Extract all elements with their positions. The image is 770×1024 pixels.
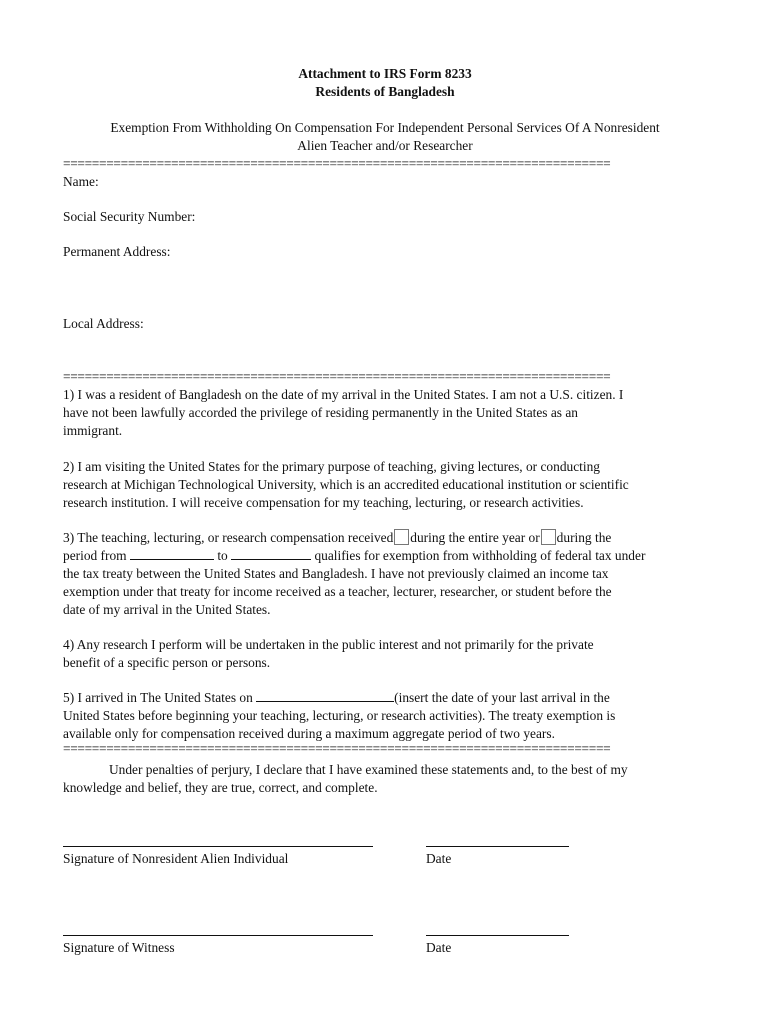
arrival-date-field[interactable] [256, 689, 394, 702]
divider-rule: ============================================================================ [63, 742, 611, 756]
period-from-field[interactable] [130, 547, 214, 560]
statement-line: 2) I am visiting the United States for the primary purpose of teaching, giving lectures, or conducting [63, 459, 600, 474]
statement-text: during the entire year or [410, 530, 540, 545]
statement-line: benefit of a specific person or persons. [63, 655, 271, 670]
date-line-1[interactable] [426, 846, 569, 847]
date-line-2[interactable] [426, 935, 569, 936]
statement-line: 1) I was a resident of Bangladesh on the date of my arrival in the United States. I am not a U.S. citizen. I [63, 387, 624, 402]
declaration-line: Under penalties of perjury, I declare that I have examined these statements and, to the best of my [109, 762, 628, 777]
statement-1 [63, 386, 713, 440]
period-to-field[interactable] [231, 547, 311, 560]
divider-rule: ============================================================================ [63, 370, 611, 384]
statement-line: available only for compensation received during a maximum aggregate period of two years. [63, 726, 555, 741]
statement-line: have not been lawfully accorded the privilege of residing permanently in the United States as an [63, 405, 578, 420]
divider-rule: ============================================================================ [63, 157, 611, 171]
date-label-2: Date [426, 940, 452, 955]
statement-text: period from [63, 548, 127, 563]
statement-3 [63, 529, 713, 619]
local-address-label: Local Address: [63, 316, 144, 331]
statement-text: 5) I arrived in The United States on [63, 690, 253, 705]
form-country-heading: Residents of Bangladesh [315, 84, 455, 99]
statement-line: date of my arrival in the United States. [63, 602, 271, 617]
statement-text: to [217, 548, 228, 563]
statement-text: qualifies for exemption from withholding of federal tax under [314, 548, 646, 563]
name-label: Name: [63, 174, 99, 189]
statement-line [63, 689, 713, 707]
statement-line: exemption under that treaty for income received as a teacher, lecturer, researcher, or student before the [63, 584, 612, 599]
declaration-line: knowledge and belief, they are true, correct, and complete. [63, 780, 378, 795]
statement-text: 3) The teaching, lecturing, or research compensation received [63, 530, 394, 545]
form-subtitle-line2: Alien Teacher and/or Researcher [297, 138, 473, 153]
form-title: Attachment to IRS Form 8233 [298, 66, 472, 81]
form-subtitle-line1: Exemption From Withholding On Compensation For Independent Personal Services Of A Nonresident [110, 120, 660, 135]
statement-line: United States before beginning your teaching, lecturing, or research activities). The treaty exemption is [63, 708, 616, 723]
permanent-address-label: Permanent Address: [63, 244, 171, 259]
alien-signature-label: Signature of Nonresident Alien Individual [63, 851, 289, 866]
period-checkbox[interactable] [541, 529, 556, 545]
statement-line [63, 547, 713, 565]
perjury-declaration [63, 761, 713, 797]
statement-line: the tax treaty between the United States and Bangladesh. I have not previously claimed an income tax [63, 566, 609, 581]
statement-line: 4) Any research I perform will be undertaken in the public interest and not primarily for the private [63, 637, 594, 652]
statement-text: (insert the date of your last arrival in the [394, 690, 610, 705]
entire-year-checkbox[interactable] [394, 529, 409, 545]
statement-text: during the [556, 530, 612, 545]
statement-2 [63, 458, 713, 512]
alien-signature-line[interactable] [63, 846, 373, 847]
date-label-1: Date [426, 851, 452, 866]
statement-line: research at Michigan Technological University, which is an accredited educational institution or scientific [63, 477, 629, 492]
witness-signature-label: Signature of Witness [63, 940, 175, 955]
statement-line: research institution. I will receive compensation for my teaching, lecturing, or research activities. [63, 495, 584, 510]
statement-5 [63, 689, 713, 743]
witness-signature-line[interactable] [63, 935, 373, 936]
statement-4 [63, 636, 713, 672]
statement-line: immigrant. [63, 423, 123, 438]
statement-line [63, 529, 713, 547]
ssn-label: Social Security Number: [63, 209, 196, 224]
